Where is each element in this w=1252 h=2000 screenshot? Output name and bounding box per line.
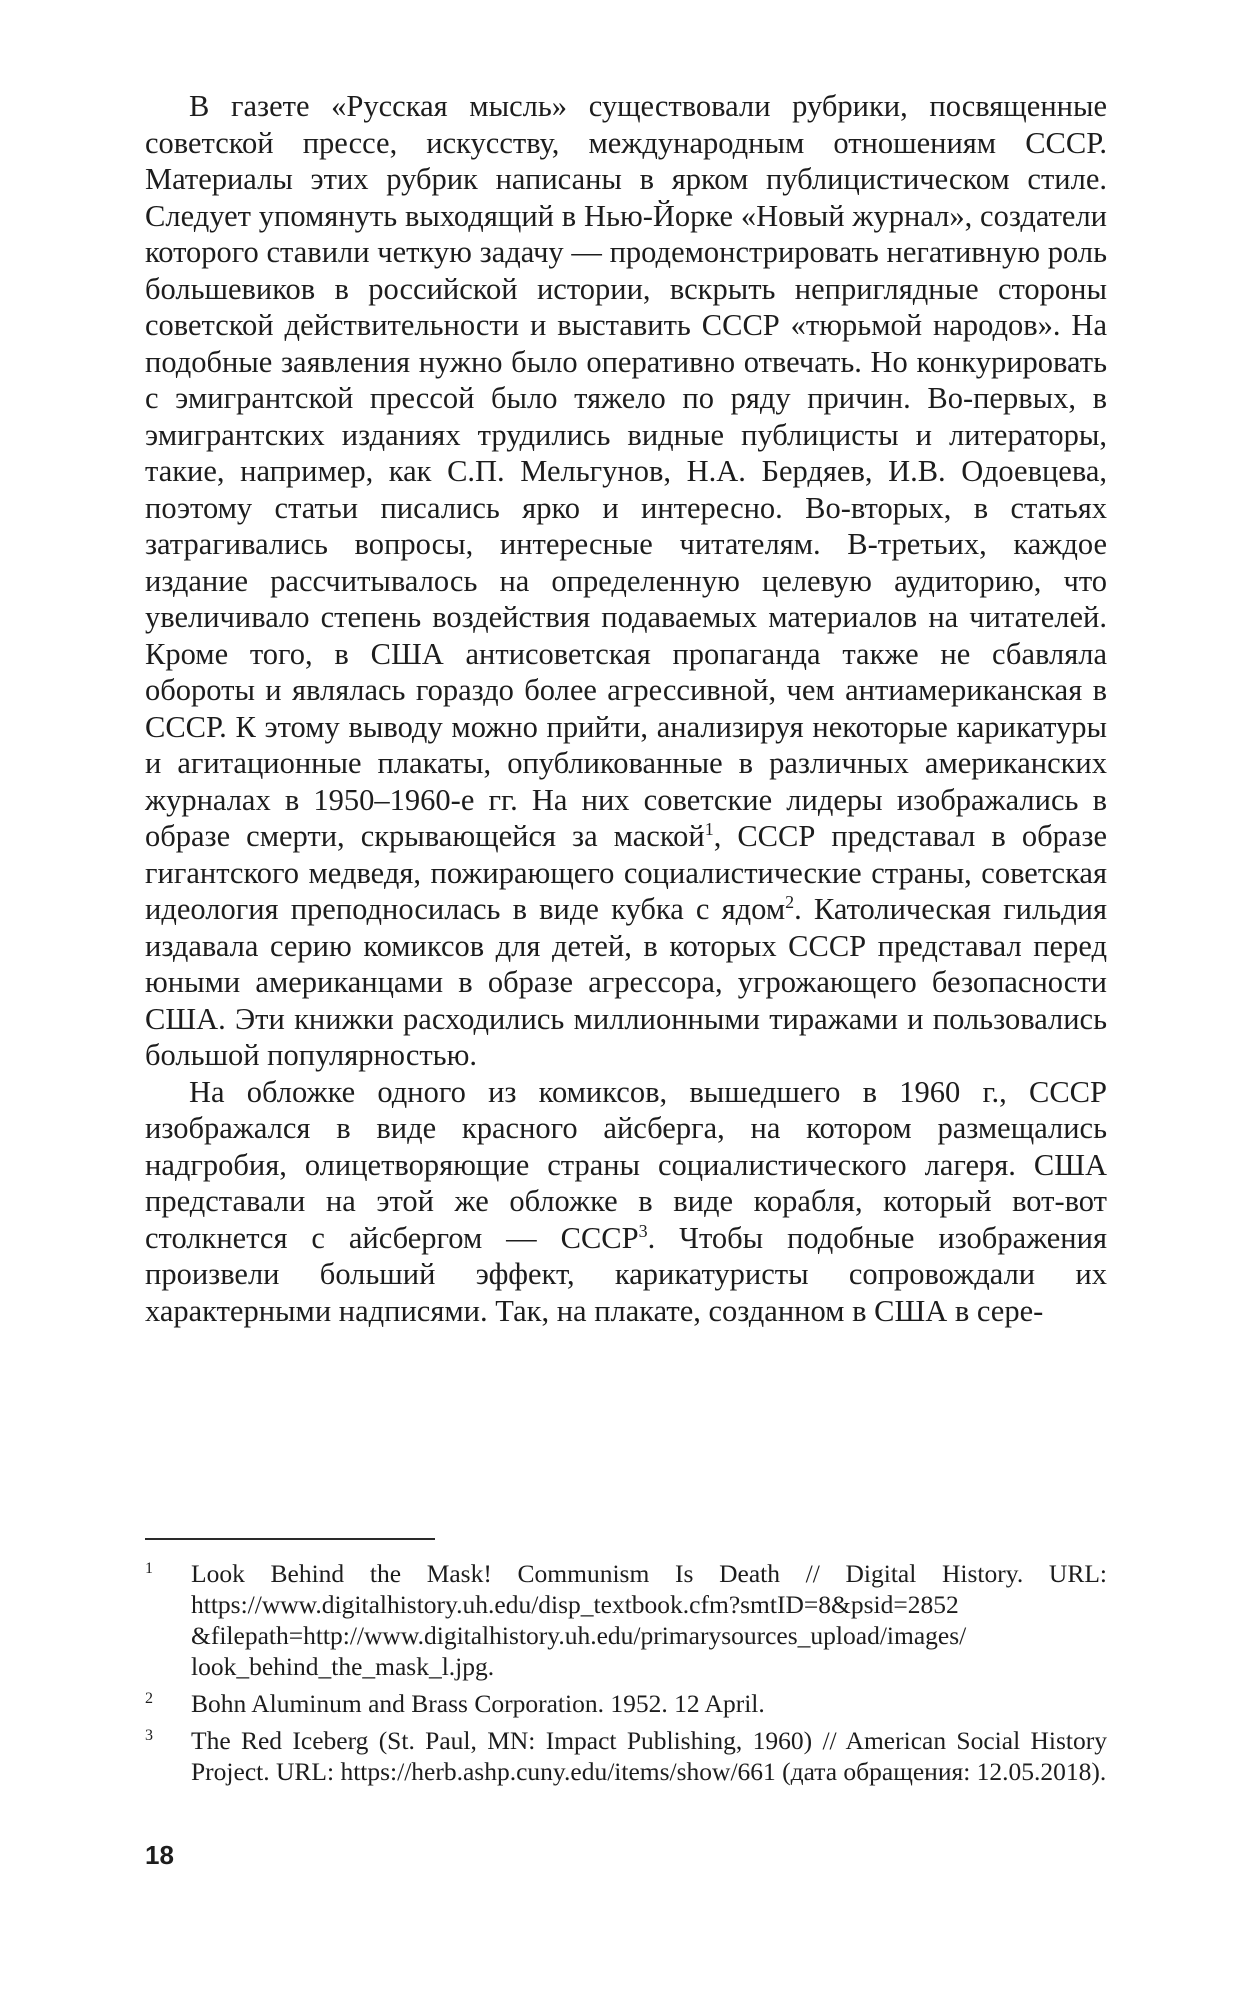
page-number: 18 xyxy=(145,1840,174,1870)
footnote-ref-2[interactable]: 2 xyxy=(785,891,795,912)
footnote-text: The Red Iceberg (St. Paul, MN: Impact Publishing, 1960) // American Social History Project. URL: https://herb.ashp.cuny.edu/items/show/661 (дата обращения: 12.05.2018). xyxy=(191,1726,1107,1786)
paragraph-1-text-c: . Католическая гильдия издавала серию комиксов для детей, в которых СССР представал перед юными американцами в образе агрессора, угрожающего безопасности США. Эти книжки расходились миллионными тиражами и пользовались большой популярностью. xyxy=(145,892,1108,1072)
paragraph-2-text-a: На обложке одного из комиксов, вышедшего в 1960 г., СССР изображался в виде красного айсберга, на котором размещались надгробия, олицетворяющие страны социалистического лагеря. США представали на этой же обложке в виде корабля, который вот-вот столкнется с айсбергом — СССР xyxy=(145,1074,1107,1255)
footnote-text: Look Behind the Mask! Communism Is Death // Digital History. URL: https://www.digitalhistory.uh.edu/disp_textbook.cfm?smtID=8&psid=2852 &filepath=http://www.digitalhistory.uh.edu/primarysources_upload/images/ look_behind_the_mask_l.jpg. xyxy=(191,1559,1107,1681)
footnote-text: Bohn Aluminum and Brass Corporation. 1952. 12 April. xyxy=(191,1689,765,1718)
footnote-divider xyxy=(145,1538,435,1540)
footnote-ref-3[interactable]: 3 xyxy=(638,1220,648,1241)
footnote-2 xyxy=(145,1688,1107,1719)
footnote-number: 3 xyxy=(145,1727,153,1744)
paragraph-1 xyxy=(145,88,1107,1074)
footnote-number: 2 xyxy=(145,1690,153,1707)
footnotes xyxy=(145,1558,1107,1793)
footnote-1 xyxy=(145,1558,1107,1682)
footnote-number: 1 xyxy=(145,1560,153,1577)
footnote-3 xyxy=(145,1725,1107,1787)
paragraph-1-text-a: В газете «Русская мысль» существовали рубрики, посвященные советской прессе, искусству, международным отношениям СССР. Материалы этих рубрик написаны в ярком публицистическом стиле. Следует упомянуть выходящий в Нью-Йорке «Новый журнал», создатели которого ставили четкую задачу — продемонстрировать негативную роль большевиков в российской истории, вскрыть неприглядные стороны советской действительности и выставить СССР «тюрьмой народов». На подобные заявления нужно было оперативно отвечать. Но конкурировать с эмигрантской прессой было тяжело по ряду причин. Во-первых, в эмигрантских изданиях трудились видные публицисты и литераторы, такие, например, как С.П. Мельгунов, Н.А. Бердяев, И.В. Одоевцева, поэтому статьи писались ярко и интересно. Во-вторых, в статьях затрагивались вопросы, интересные читателям. В-третьих, каждое издание рассчитывалось на определенную целевую аудиторию, что увеличивало степень воздействия подаваемых материалов на читателей. Кроме того, в США антисоветская пропаганда также не сбавляла обороты и являлась гораздо более агрессивной, чем антиамериканская в СССР. К этому выводу можно прийти, анализируя некоторые карикатуры и агитационные плакаты, опубликованные в различных американских журналах в 1950–1960-е гг. На них советские лидеры изображались в образе смерти, скрывающейся за маской xyxy=(145,89,1107,853)
paragraph-2 xyxy=(145,1074,1107,1330)
footnote-ref-1[interactable]: 1 xyxy=(704,818,714,839)
paragraph-2-text-b: . Чтобы подобные изображения произвели больший эффект, карикатуристы сопровождали их характерными надписями. Так, на плакате, созданном в США в сере- xyxy=(145,1220,1107,1328)
paragraph-1-text-b: , СССР представал в образе гигантского медведя, пожирающего социалистические страны, советская идеология преподносилась в виде кубка с ядом xyxy=(145,819,1107,926)
main-text xyxy=(145,88,1107,1329)
